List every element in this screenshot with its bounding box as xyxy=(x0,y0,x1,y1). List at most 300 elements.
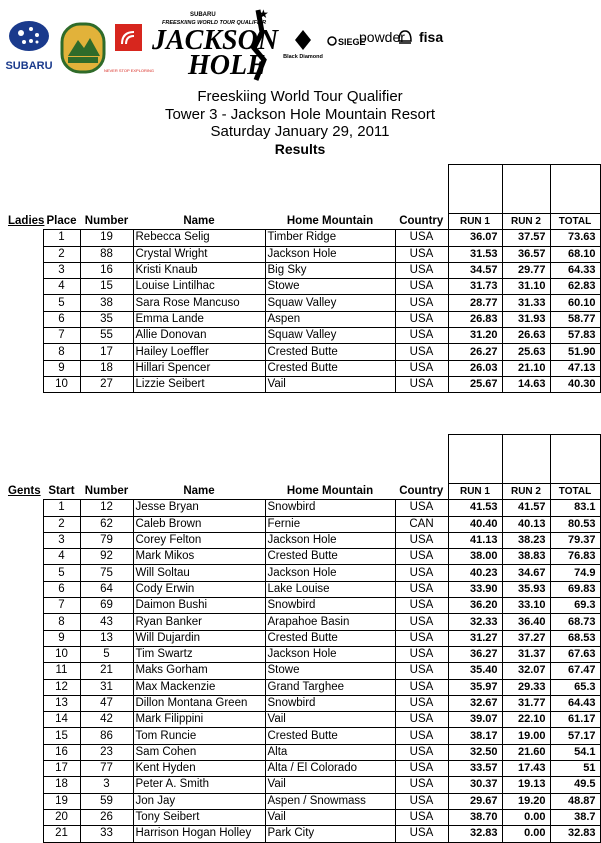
total-cell: 51 xyxy=(550,761,600,777)
home-mountain-cell: Crested Butte xyxy=(265,630,395,646)
athlete-name-cell: Daimon Bushi xyxy=(133,598,265,614)
home-mountain-cell: Alta / El Colorado xyxy=(265,761,395,777)
spacer-cell xyxy=(502,165,550,214)
event-logo-top: SUBARU xyxy=(190,12,216,18)
blank-cell xyxy=(6,679,43,695)
blank-cell xyxy=(6,695,43,711)
country-cell: USA xyxy=(395,826,448,842)
run1-cell: 38.00 xyxy=(448,549,502,565)
run2-cell: 19.00 xyxy=(502,728,550,744)
total-cell: 64.33 xyxy=(550,262,600,278)
total-cell: 32.83 xyxy=(550,826,600,842)
spacer-cell xyxy=(550,435,600,484)
run1-cell: 35.40 xyxy=(448,663,502,679)
bib-number-cell: 77 xyxy=(80,761,133,777)
place-cell: 1 xyxy=(43,500,80,516)
spacer-cell xyxy=(502,435,550,484)
total-cell: 67.63 xyxy=(550,646,600,662)
run2-cell: 31.37 xyxy=(502,646,550,662)
table-row xyxy=(6,516,600,532)
black-diamond-wordmark: Black Diamond xyxy=(283,54,323,60)
home-mountain-cell: Timber Ridge xyxy=(265,230,395,246)
home-mountain-cell: Jackson Hole xyxy=(265,565,395,581)
bib-number-cell: 86 xyxy=(80,728,133,744)
run1-cell: 28.77 xyxy=(448,295,502,311)
total-cell: 68.53 xyxy=(550,630,600,646)
col-number: Number xyxy=(84,214,129,227)
blank-cell xyxy=(6,712,43,728)
place-cell: 3 xyxy=(43,262,80,278)
table-row xyxy=(6,809,600,825)
bib-number-cell: 15 xyxy=(80,279,133,295)
athlete-name-cell: Max Mackenzie xyxy=(133,679,265,695)
bib-number-cell: 12 xyxy=(80,500,133,516)
place-cell: 8 xyxy=(43,344,80,360)
run2-cell: 34.67 xyxy=(502,565,550,581)
country-cell: USA xyxy=(395,728,448,744)
table-row xyxy=(6,777,600,793)
place-cell: 6 xyxy=(43,581,80,597)
total-cell: 47.13 xyxy=(550,360,600,376)
total-cell: 65.3 xyxy=(550,679,600,695)
total-cell: 79.37 xyxy=(550,532,600,548)
table-row xyxy=(6,500,600,516)
bib-number-cell: 75 xyxy=(80,565,133,581)
bib-number-cell: 23 xyxy=(80,744,133,760)
home-mountain-cell: Squaw Valley xyxy=(265,328,395,344)
total-cell: 68.10 xyxy=(550,246,600,262)
home-mountain-cell: Crested Butte xyxy=(265,360,395,376)
ladies-section-label: Ladies xyxy=(8,215,45,228)
bib-number-cell: 92 xyxy=(80,549,133,565)
place-cell: 5 xyxy=(43,565,80,581)
country-cell: USA xyxy=(395,532,448,548)
run1-cell: 38.70 xyxy=(448,809,502,825)
run2-cell: 37.57 xyxy=(502,230,550,246)
run1-cell: 39.07 xyxy=(448,712,502,728)
country-cell: USA xyxy=(395,630,448,646)
table-row xyxy=(6,344,600,360)
athlete-name-cell: Rebecca Selig xyxy=(133,230,265,246)
spacer-cell xyxy=(448,435,502,484)
table-row xyxy=(6,679,600,695)
table-row xyxy=(6,376,600,392)
total-cell: 61.17 xyxy=(550,712,600,728)
total-cell: 69.83 xyxy=(550,581,600,597)
event-venue: Tower 3 - Jackson Hole Mountain Resort xyxy=(164,105,436,123)
athlete-name-cell: Lizzie Seibert xyxy=(133,376,265,392)
bib-number-cell: 47 xyxy=(80,695,133,711)
place-cell: 18 xyxy=(43,777,80,793)
run2-cell: 29.33 xyxy=(502,679,550,695)
run1-cell: 35.97 xyxy=(448,679,502,695)
run1-cell: 32.67 xyxy=(448,695,502,711)
run2-cell: 33.10 xyxy=(502,598,550,614)
run1-cell: 33.57 xyxy=(448,761,502,777)
run2-cell: 31.77 xyxy=(502,695,550,711)
fisa-wordmark: fisa xyxy=(419,29,444,45)
total-cell: 69.3 xyxy=(550,598,600,614)
run2-cell: 31.33 xyxy=(502,295,550,311)
total-cell: 54.1 xyxy=(550,744,600,760)
home-mountain-cell: Vail xyxy=(265,712,395,728)
country-cell: USA xyxy=(395,328,448,344)
total-cell: 64.43 xyxy=(550,695,600,711)
home-mountain-cell: Park City xyxy=(265,826,395,842)
blank-cell xyxy=(6,246,43,262)
country-cell: USA xyxy=(395,230,448,246)
bib-number-cell: 42 xyxy=(80,712,133,728)
blank-cell xyxy=(6,344,43,360)
place-cell: 7 xyxy=(43,598,80,614)
country-cell: USA xyxy=(395,679,448,695)
run2-cell: 32.07 xyxy=(502,663,550,679)
total-cell: 51.90 xyxy=(550,344,600,360)
gents-section-label: Gents xyxy=(8,485,41,498)
run1-cell: 32.83 xyxy=(448,826,502,842)
place-cell: 3 xyxy=(43,532,80,548)
total-cell: 48.87 xyxy=(550,793,600,809)
total-cell: 58.77 xyxy=(550,311,600,327)
country-cell: USA xyxy=(395,279,448,295)
gents-header-row xyxy=(6,484,600,500)
home-mountain-cell: Jackson Hole xyxy=(265,246,395,262)
run1-cell: 36.27 xyxy=(448,646,502,662)
results-heading xyxy=(0,88,600,158)
ladies-results-table xyxy=(6,164,601,393)
athlete-name-cell: Tom Runcie xyxy=(133,728,265,744)
event-date: Saturday January 29, 2011 xyxy=(210,123,390,140)
event-title: Freeskiing World Tour Qualifier xyxy=(197,88,403,105)
table-row xyxy=(6,532,600,548)
athlete-name-cell: Will Soltau xyxy=(133,565,265,581)
bib-number-cell: 17 xyxy=(80,344,133,360)
total-cell: 67.47 xyxy=(550,663,600,679)
siege-logo xyxy=(327,33,366,49)
home-mountain-cell: Squaw Valley xyxy=(265,295,395,311)
table-row xyxy=(6,246,600,262)
col-total: TOTAL xyxy=(550,214,600,230)
country-cell: USA xyxy=(395,500,448,516)
run1-cell: 36.20 xyxy=(448,598,502,614)
total-cell: 57.17 xyxy=(550,728,600,744)
col-run1: RUN 1 xyxy=(448,484,502,500)
place-cell: 8 xyxy=(43,614,80,630)
table-row xyxy=(6,598,600,614)
blank-cell xyxy=(6,565,43,581)
athlete-name-cell: Hailey Loeffler xyxy=(133,344,265,360)
blank-cell xyxy=(6,376,43,392)
total-cell: 68.73 xyxy=(550,614,600,630)
run1-cell: 29.67 xyxy=(448,793,502,809)
bib-number-cell: 79 xyxy=(80,532,133,548)
bib-number-cell: 5 xyxy=(80,646,133,662)
col-country: Country xyxy=(399,484,444,497)
powder-logo xyxy=(358,27,405,47)
run2-cell: 41.57 xyxy=(502,500,550,516)
run2-cell: 37.27 xyxy=(502,630,550,646)
place-cell: 14 xyxy=(43,712,80,728)
run2-cell: 19.13 xyxy=(502,777,550,793)
total-cell: 57.83 xyxy=(550,328,600,344)
total-cell: 80.53 xyxy=(550,516,600,532)
home-mountain-cell: Snowbird xyxy=(265,500,395,516)
athlete-name-cell: Kent Hyden xyxy=(133,761,265,777)
blank-cell xyxy=(6,262,43,278)
country-cell: USA xyxy=(395,809,448,825)
place-cell: 15 xyxy=(43,728,80,744)
home-mountain-cell: Vail xyxy=(265,376,395,392)
run2-cell: 0.00 xyxy=(502,826,550,842)
country-cell: USA xyxy=(395,663,448,679)
subaru-logo xyxy=(4,14,54,74)
table-row xyxy=(6,565,600,581)
col-total: TOTAL xyxy=(550,484,600,500)
star-icon: ★ xyxy=(258,7,269,21)
bib-number-cell: 88 xyxy=(80,246,133,262)
bib-number-cell: 35 xyxy=(80,311,133,327)
powder-wordmark: powder xyxy=(359,29,405,45)
athlete-name-cell: Corey Felton xyxy=(133,532,265,548)
run2-cell: 35.93 xyxy=(502,581,550,597)
run1-cell: 32.33 xyxy=(448,614,502,630)
bib-number-cell: 38 xyxy=(80,295,133,311)
run2-cell: 22.10 xyxy=(502,712,550,728)
jackson-hole-event-logo xyxy=(150,4,280,84)
blank-cell xyxy=(6,598,43,614)
spacer-cell xyxy=(550,165,600,214)
bib-number-cell: 62 xyxy=(80,516,133,532)
place-cell: 1 xyxy=(43,230,80,246)
athlete-name-cell: Peter A. Smith xyxy=(133,777,265,793)
blank-cell xyxy=(6,311,43,327)
table-row xyxy=(6,663,600,679)
country-cell: USA xyxy=(395,646,448,662)
place-cell: 10 xyxy=(43,646,80,662)
table-row xyxy=(6,549,600,565)
north-face-logo xyxy=(103,24,155,80)
athlete-name-cell: Caleb Brown xyxy=(133,516,265,532)
place-cell: 13 xyxy=(43,695,80,711)
table-row xyxy=(6,230,600,246)
run2-cell: 29.77 xyxy=(502,262,550,278)
table-row xyxy=(6,295,600,311)
run1-cell: 26.27 xyxy=(448,344,502,360)
place-cell: 11 xyxy=(43,663,80,679)
table-row xyxy=(6,712,600,728)
blank-cell xyxy=(6,744,43,760)
run1-cell: 26.03 xyxy=(448,360,502,376)
col-number: Number xyxy=(84,484,129,497)
gents-results-table xyxy=(6,434,601,843)
sierra-nevada-logo xyxy=(60,22,106,74)
run2-cell: 0.00 xyxy=(502,809,550,825)
home-mountain-cell: Aspen xyxy=(265,311,395,327)
total-cell: 60.10 xyxy=(550,295,600,311)
athlete-name-cell: Mark Filippini xyxy=(133,712,265,728)
home-mountain-cell: Lake Louise xyxy=(265,581,395,597)
blank-cell xyxy=(6,279,43,295)
country-cell: USA xyxy=(395,777,448,793)
subaru-wordmark: SUBARU xyxy=(5,60,53,72)
place-cell: 7 xyxy=(43,328,80,344)
blank-cell xyxy=(6,826,43,842)
country-cell: CAN xyxy=(395,516,448,532)
place-cell: 4 xyxy=(43,279,80,295)
place-cell: 9 xyxy=(43,630,80,646)
place-cell: 12 xyxy=(43,679,80,695)
bib-number-cell: 64 xyxy=(80,581,133,597)
run2-cell: 38.23 xyxy=(502,532,550,548)
run1-cell: 33.90 xyxy=(448,581,502,597)
bib-number-cell: 69 xyxy=(80,598,133,614)
table-row xyxy=(6,826,600,842)
bib-number-cell: 33 xyxy=(80,826,133,842)
table-row xyxy=(6,728,600,744)
athlete-name-cell: Emma Lande xyxy=(133,311,265,327)
blank-cell xyxy=(6,630,43,646)
table-row xyxy=(6,630,600,646)
athlete-name-cell: Jon Jay xyxy=(133,793,265,809)
home-mountain-cell: Vail xyxy=(265,777,395,793)
run1-cell: 41.53 xyxy=(448,500,502,516)
north-face-tagline: NEVER STOP EXPLORING xyxy=(103,68,155,73)
place-cell: 16 xyxy=(43,744,80,760)
athlete-name-cell: Sam Cohen xyxy=(133,744,265,760)
blank-cell xyxy=(6,328,43,344)
blank-cell xyxy=(6,646,43,662)
table-row xyxy=(6,279,600,295)
athlete-name-cell: Tony Seibert xyxy=(133,809,265,825)
home-mountain-cell: Grand Targhee xyxy=(265,679,395,695)
athlete-name-cell: Harrison Hogan Holley xyxy=(133,826,265,842)
total-cell: 62.83 xyxy=(550,279,600,295)
bib-number-cell: 59 xyxy=(80,793,133,809)
home-mountain-cell: Aspen / Snowmass xyxy=(265,793,395,809)
country-cell: USA xyxy=(395,614,448,630)
run2-cell: 31.10 xyxy=(502,279,550,295)
country-cell: USA xyxy=(395,549,448,565)
bib-number-cell: 18 xyxy=(80,360,133,376)
home-mountain-cell: Alta xyxy=(265,744,395,760)
blank-cell xyxy=(6,516,43,532)
total-cell: 74.9 xyxy=(550,565,600,581)
blank-cell xyxy=(6,809,43,825)
table-row xyxy=(6,328,600,344)
bib-number-cell: 21 xyxy=(80,663,133,679)
country-cell: USA xyxy=(395,565,448,581)
place-cell: 5 xyxy=(43,295,80,311)
run2-cell: 38.83 xyxy=(502,549,550,565)
run1-cell: 31.53 xyxy=(448,246,502,262)
place-cell: 2 xyxy=(43,516,80,532)
run2-cell: 36.40 xyxy=(502,614,550,630)
table-row xyxy=(6,614,600,630)
home-mountain-cell: Stowe xyxy=(265,279,395,295)
gents-rows xyxy=(6,500,600,842)
country-cell: USA xyxy=(395,360,448,376)
col-place: Place xyxy=(46,214,77,227)
home-mountain-cell: Snowbird xyxy=(265,695,395,711)
run1-cell: 32.50 xyxy=(448,744,502,760)
table-row xyxy=(6,360,600,376)
athlete-name-cell: Kristi Knaub xyxy=(133,262,265,278)
col-run2: RUN 2 xyxy=(502,484,550,500)
blank-cell xyxy=(6,230,43,246)
event-logo-sub: FREESKIING WORLD TOUR QUALIFIER xyxy=(162,20,267,26)
place-cell: 6 xyxy=(43,311,80,327)
home-mountain-cell: Crested Butte xyxy=(265,728,395,744)
home-mountain-cell: Stowe xyxy=(265,663,395,679)
table-row xyxy=(6,695,600,711)
total-cell: 49.5 xyxy=(550,777,600,793)
run2-cell: 21.10 xyxy=(502,360,550,376)
blank-cell xyxy=(6,614,43,630)
bib-number-cell: 31 xyxy=(80,679,133,695)
total-cell: 76.83 xyxy=(550,549,600,565)
country-cell: USA xyxy=(395,295,448,311)
country-cell: USA xyxy=(395,311,448,327)
event-logo-line1: JACKSON xyxy=(152,25,279,56)
blank-cell xyxy=(6,295,43,311)
ladies-rows xyxy=(6,230,600,393)
athlete-name-cell: Crystal Wright xyxy=(133,246,265,262)
athlete-name-cell: Sara Rose Mancuso xyxy=(133,295,265,311)
athlete-name-cell: Maks Gorham xyxy=(133,663,265,679)
run1-cell: 31.73 xyxy=(448,279,502,295)
results-label: Results xyxy=(274,140,326,157)
blank-cell xyxy=(6,793,43,809)
run2-cell: 14.63 xyxy=(502,376,550,392)
table-row xyxy=(6,646,600,662)
col-name: Name xyxy=(183,484,215,497)
country-cell: USA xyxy=(395,761,448,777)
siege-wordmark: SIEGE xyxy=(338,37,366,47)
run2-cell: 25.63 xyxy=(502,344,550,360)
table-row xyxy=(6,793,600,809)
ladies-spacer-row xyxy=(6,165,600,214)
run1-cell: 38.17 xyxy=(448,728,502,744)
col-name: Name xyxy=(183,214,215,227)
place-cell: 21 xyxy=(43,826,80,842)
total-cell: 40.30 xyxy=(550,376,600,392)
country-cell: USA xyxy=(395,744,448,760)
col-country: Country xyxy=(399,214,444,227)
blank-cell xyxy=(6,532,43,548)
fisa-logo xyxy=(418,27,444,47)
home-mountain-cell: Arapahoe Basin xyxy=(265,614,395,630)
country-cell: USA xyxy=(395,793,448,809)
blank-cell xyxy=(6,728,43,744)
place-cell: 19 xyxy=(43,793,80,809)
home-mountain-cell: Jackson Hole xyxy=(265,532,395,548)
run1-cell: 40.40 xyxy=(448,516,502,532)
home-mountain-cell: Snowbird xyxy=(265,598,395,614)
athlete-name-cell: Ryan Banker xyxy=(133,614,265,630)
athlete-name-cell: Jesse Bryan xyxy=(133,500,265,516)
place-cell: 2 xyxy=(43,246,80,262)
helmet-logo xyxy=(397,29,413,47)
country-cell: USA xyxy=(395,695,448,711)
col-run1: RUN 1 xyxy=(448,214,502,230)
blank-cell xyxy=(6,360,43,376)
table-row xyxy=(6,581,600,597)
bib-number-cell: 26 xyxy=(80,809,133,825)
bib-number-cell: 55 xyxy=(80,328,133,344)
blank-cell xyxy=(6,777,43,793)
run1-cell: 36.07 xyxy=(448,230,502,246)
run2-cell: 31.93 xyxy=(502,311,550,327)
